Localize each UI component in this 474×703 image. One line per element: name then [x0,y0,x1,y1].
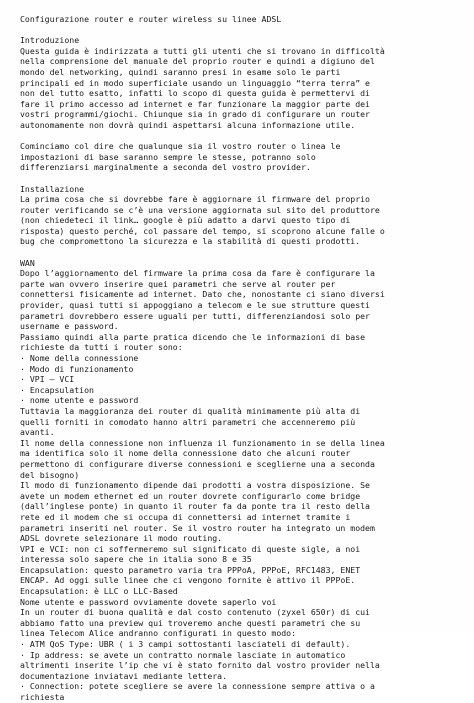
text-line: Introduzione [20,35,80,46]
text-line: provider, quasi tutti si appoggiano a telecom e le sue strutture questi [20,300,370,311]
text-line: altrimenti inserite l’ip che vi è stato fornito dal vostro provider nella [20,660,380,671]
text-line: nella comprensione del manuale del proprio router e quindi a digiuno del [20,56,375,67]
text-line: router verificando se c’è una versione aggiornata sul sito del produttore [20,204,380,215]
document-section [20,258,464,703]
text-line: · Encapsulation [20,384,94,395]
text-line: · Nome della connessione [20,353,139,363]
document-section [20,184,464,248]
text-line: Cominciamo col dire che qualunque sia il vostro router o linea le [20,141,341,152]
text-line: VPI e VCI: non ci soffermeremo sul significato di queste sigle, a noi [20,543,361,554]
document-body [20,35,464,702]
text-line: documentazione inviatavi mediante lettera. [20,670,228,681]
text-line: avete un modem ethernet ed un router dovrete configurarlo come bridge [20,490,361,501]
text-line: Encapsulation: questo parametro varia tra PPPoA, PPPoE, RFC1483, ENET [20,564,361,575]
text-line: In un router di buona qualità e dal costo contenuto (zyxel 650r) di cui [20,607,370,618]
text-line: (dall’inglese ponte) in quanto il router fa da ponte tra il resto della [20,501,370,512]
text-line: mondo del networking, quindi saranno presi in esame solo le parti [20,66,341,77]
text-line: non del tutto esatto, infatti lo scopo di questa guida è permettervi di [20,88,370,99]
text-line: parametri dovrebbero essere uguali per tutti, differenziandosi solo per [20,310,370,321]
text-line: risposta) questo perché, col passare del tempo, si scoprono alcune falle o [20,225,385,236]
text-line: · ATM QoS Type: UBR ( i 3 campi sottostanti lasciateli di default). [20,639,351,650]
text-line: WAN [20,257,35,268]
text-line: Tuttavia la maggioranza dei router di qualità minimamente più alta di [20,405,361,416]
text-line: (non chiedeteci il link… google è più adatto a darvi questo tipo di [20,215,351,226]
document-title: Configurazione router e router wireless su linee ADSL [20,14,282,24]
text-line: parte wan ovvero inserire quei parametri che serve al router per [20,278,336,289]
text-line: richiesta [20,692,65,702]
text-line: ADSL dovrete selezionare il modo routing. [20,533,223,544]
text-line: ENCAP. Ad oggi sulle linee che ci vengono fornite è attivo il PPPoE. [20,575,356,586]
text-line: Nome utente e password ovviamente dovete saperlo voi [20,596,277,607]
text-line: Dopo l’aggiornamento del firmware la prima cosa da fare è configurare la [20,268,375,279]
text-line: username e password. [20,321,119,332]
text-line: differenziarsi marginalmente a seconda del vostro provider. [20,162,311,173]
text-line: Il nome della connessione non influenza il funzionamento in se della linea [20,437,385,448]
text-line: · Connection: potete scegliere se avere la connessione sempre attiva o a [20,681,375,692]
text-line: parametri inseriti nel router. Se il vostro router ha integrato un modem [20,522,375,533]
text-line: connettersi fisicamente ad internet. Dato che, nonostante ci siano diversi [20,289,385,300]
text-line: Il modo di funzionamento dipende dai prodotti a vostra disposizione. Se [20,480,370,491]
text-line: avanti. [20,427,55,438]
text-line: abbiamo fatto una preview qui troveremo anche questi parametri che su [20,617,361,628]
text-line: linea Telecom Alice andranno configurati in questo modo: [20,628,297,639]
text-line: principali ed in modo superficiale usando un linguaggio “terra terra” e [20,77,370,88]
text-line: impostazioni di base saranno sempre le stesse, potranno solo [20,151,316,162]
text-line: · nome utente e password [20,395,139,406]
text-line: · VPI – VCI [20,374,75,385]
text-line: richieste da tutti i router sono: [20,342,183,353]
document-section [20,35,464,130]
text-line: autonomamente non dovrà quindi aspettarsi alcuna informazione utile. [20,119,356,130]
document-section [20,141,464,173]
text-line: quelli forniti in comodato hanno altri parametri che accenneremo più [20,416,356,427]
text-line: del bisogno) [20,469,80,480]
text-line: Passiamo quindi alla parte pratica dicendo che le informazioni di base [20,331,366,342]
text-line: fare il primo accesso ad internet e far funzionare la maggior parte dei [20,98,370,109]
text-line: bug che compromettono la sicurezza e la stabilità di questi prodotti. [20,236,361,247]
text-line: Questa guida è indirizzata a tutti gli utenti che si trovano in difficoltà [20,45,385,56]
text-line: · Ip address: se avete un contratto normale lasciate in automatico [20,649,346,660]
text-line: interessa solo sapere che in italia sono 8 e 35 [20,554,252,565]
text-line: La prima cosa che si dovrebbe fare è aggiornare il firmware del proprio [20,194,370,205]
text-line: vostri programmi/giochi. Chiunque sia in grado di configurare un router [20,109,370,120]
text-line: ma identifica solo il nome della connessione dato che alcuni router [20,448,351,459]
text-line: · Modo di funzionamento [20,363,134,374]
text-line: permettono di configurare diverse connessioni e sceglierne una a seconda [20,458,375,469]
text-line: Installazione [20,183,85,194]
text-line: Encapsulation: è LLC o LLC-Based [20,586,178,597]
text-line: rete ed il modem che si occupa di connettersi ad internet tramite i [20,511,351,522]
